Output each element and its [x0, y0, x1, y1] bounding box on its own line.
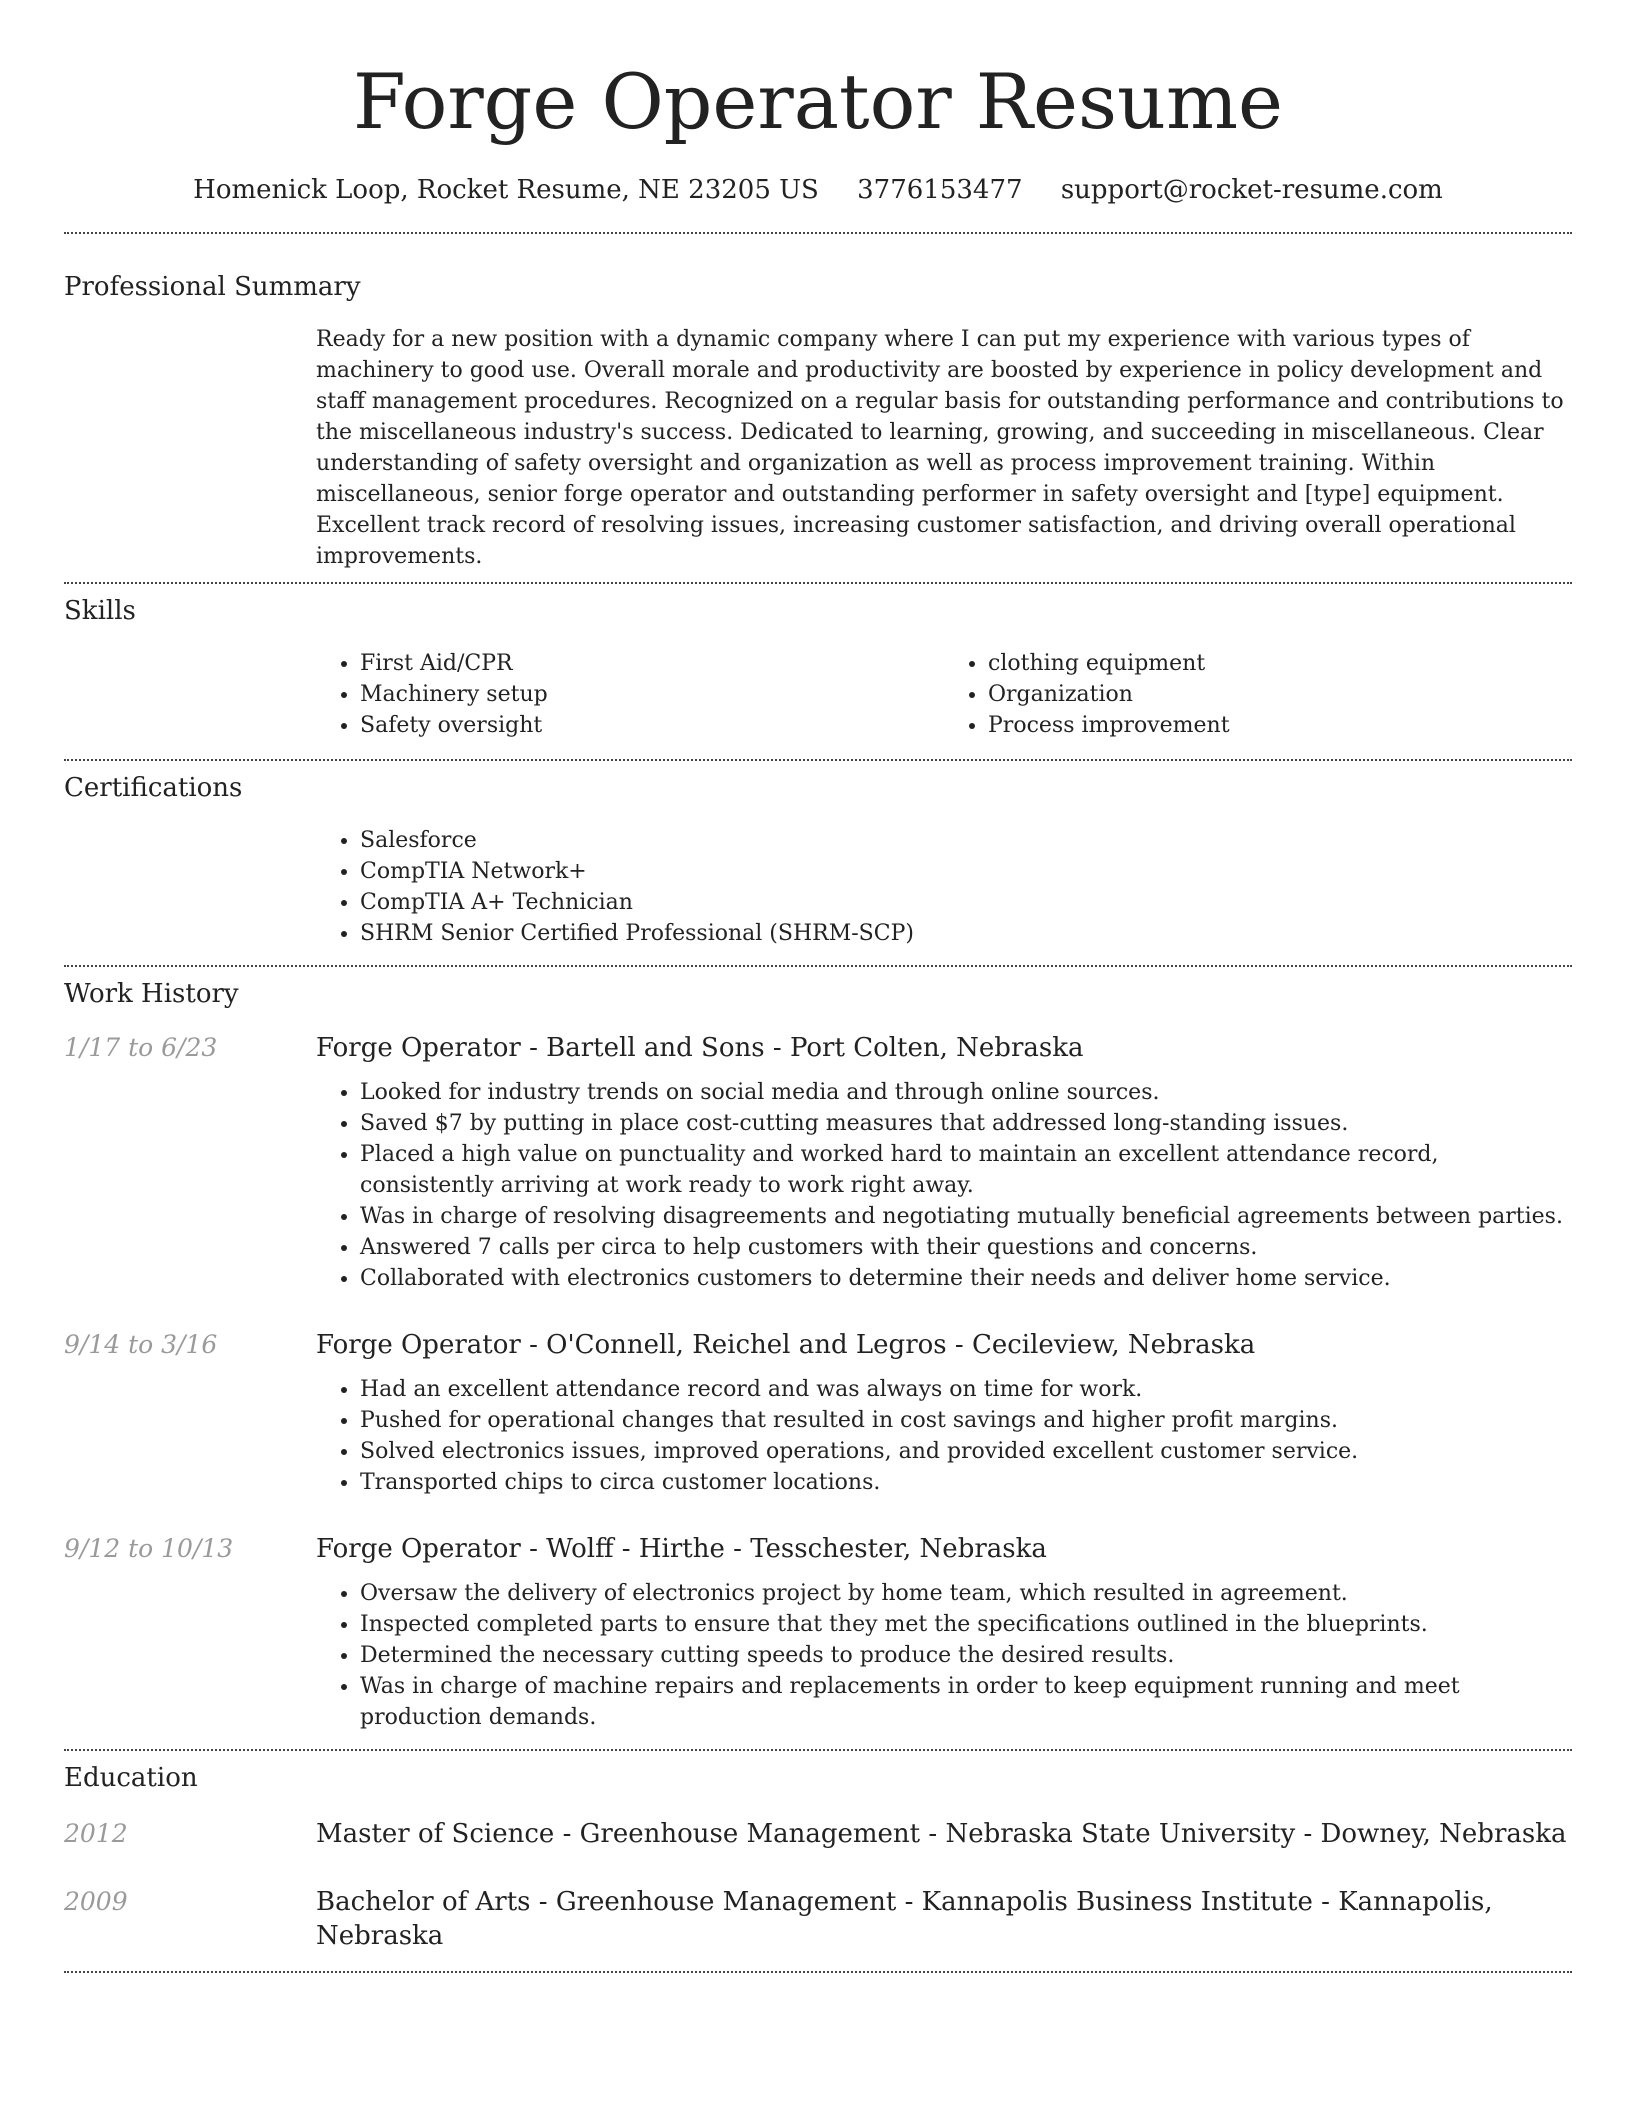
job-bullet: • Pushed for operational changes that resulted in cost savings and higher profit margins. [360, 1405, 1572, 1436]
job-title: Forge Operator - Wolff - Hirthe - Tesschester, Nebraska [316, 1534, 1047, 1564]
divider [64, 1749, 1572, 1751]
job-entry [64, 1031, 1572, 1294]
education-location: Kannapolis, Nebraska [316, 1887, 1493, 1951]
certification-item: • Salesforce [360, 825, 1572, 856]
section-title-skills: Skills [64, 596, 136, 626]
job-bullet: • Transported chips to circa customer locations. [360, 1467, 1572, 1498]
divider [64, 759, 1572, 761]
job-bullet: • Determined the necessary cutting speeds to produce the desired results. [360, 1640, 1572, 1671]
section-title-certifications: Certifications [64, 773, 243, 803]
email: support@rocket-resume.com [1060, 175, 1443, 205]
summary-section [64, 270, 1572, 572]
education-degree: Master of Science [316, 1819, 555, 1849]
education-degree: Bachelor of Arts [316, 1887, 531, 1917]
job-bullet: • Had an excellent attendance record and was always on time for work. [360, 1374, 1572, 1405]
job-location: Cecileview, Nebraska [971, 1330, 1256, 1360]
education-location: Downey, Nebraska [1320, 1819, 1567, 1849]
education-section [64, 1761, 1572, 1953]
certification-item: • CompTIA A+ Technician [360, 887, 1572, 918]
job-bullets [316, 1578, 1572, 1733]
divider [64, 582, 1572, 584]
job-dates: 1/17 to 6/23 [64, 1033, 218, 1062]
job-bullet: • Inspected completed parts to ensure that they met the specifications outlined in the blueprints. [360, 1609, 1572, 1640]
skill-item: • Organization [988, 679, 1572, 710]
job-bullet: • Answered 7 calls per circa to help customers with their questions and concerns. [360, 1232, 1572, 1263]
education-year: 2009 [64, 1887, 128, 1916]
section-title-summary: Professional Summary [64, 272, 361, 302]
section-title-work: Work History [64, 979, 239, 1009]
skill-item: • clothing equipment [988, 648, 1572, 679]
resume-title: Forge Operator Resume [353, 57, 1283, 146]
resume-page [64, 0, 1572, 1973]
job-location: Tesschester, Nebraska [750, 1534, 1047, 1564]
job-dates: 9/14 to 3/16 [64, 1330, 218, 1359]
job-title: Forge Operator - O'Connell, Reichel and Legros - Cecileview, Nebraska [316, 1330, 1256, 1360]
skills-column-1 [316, 648, 944, 741]
education-entry [64, 1885, 1572, 1953]
education-field: Greenhouse Management [555, 1887, 897, 1917]
summary-text: Ready for a new position with a dynamic company where I can put my experience with various types of machinery to good use. Overall morale and productivity are boosted by experience in policy development and staff management procedures. Recognized on a regular basis for outstanding performance and contributions to the miscellaneous industry's success. Dedicated to learning, growing, and succeeding in miscellaneous. Clear understanding of safety oversight and organization as well as process improvement training. Within miscellaneous, senior forge operator and outstanding performer in safety oversight and [type] equipment. Excellent track record of resolving issues, increasing customer satisfaction, and driving overall operational improvements. [316, 327, 1564, 569]
job-bullet: • Collaborated with electronics customers to determine their needs and deliver home service. [360, 1263, 1572, 1294]
skill-item: • Safety oversight [360, 710, 944, 741]
certifications-list [316, 825, 1572, 949]
address: Homenick Loop, Rocket Resume, NE 23205 US [193, 175, 819, 205]
section-title-education: Education [64, 1763, 198, 1793]
skill-item: • Machinery setup [360, 679, 944, 710]
job-role: Forge Operator [316, 1330, 521, 1360]
skill-item: • Process improvement [988, 710, 1572, 741]
certification-item: • CompTIA Network+ [360, 856, 1572, 887]
certifications-section [64, 771, 1572, 949]
education-year: 2012 [64, 1819, 128, 1848]
job-bullet: • Oversaw the delivery of electronics project by home team, which resulted in agreement. [360, 1578, 1572, 1609]
job-entry [64, 1328, 1572, 1498]
skills-section [64, 594, 1572, 741]
certification-item: • SHRM Senior Certified Professional (SHRM-SCP) [360, 918, 1572, 949]
job-bullet: • Solved electronics issues, improved operations, and provided excellent customer service. [360, 1436, 1572, 1467]
skill-item: • First Aid/CPR [360, 648, 944, 679]
contact-line [64, 172, 1572, 208]
education-school: Nebraska State University [945, 1819, 1296, 1849]
job-entry [64, 1532, 1572, 1733]
job-bullets [316, 1374, 1572, 1498]
work-history-section [64, 977, 1572, 1733]
job-company: O'Connell, Reichel and Legros [546, 1330, 947, 1360]
job-company: Wolff - Hirthe [546, 1534, 725, 1564]
job-bullet: • Was in charge of resolving disagreements and negotiating mutually beneficial agreements between parties. [360, 1201, 1572, 1232]
job-bullet: • Placed a high value on punctuality and worked hard to maintain an excellent attendance record, consistently arriving at work ready to work right away. [360, 1139, 1572, 1201]
education-entry [64, 1817, 1572, 1851]
job-bullet: • Saved $7 by putting in place cost-cutting measures that addressed long-standing issues. [360, 1108, 1572, 1139]
divider [64, 232, 1572, 234]
job-bullet: • Was in charge of machine repairs and replacements in order to keep equipment running and meet production demands. [360, 1671, 1572, 1733]
job-bullet: • Looked for industry trends on social media and through online sources. [360, 1077, 1572, 1108]
job-bullets [316, 1077, 1572, 1294]
job-dates: 9/12 to 10/13 [64, 1534, 234, 1563]
job-role: Forge Operator [316, 1033, 521, 1063]
education-school: Kannapolis Business Institute [921, 1887, 1313, 1917]
job-role: Forge Operator [316, 1534, 521, 1564]
skills-column-2 [944, 648, 1572, 741]
job-location: Port Colten, Nebraska [789, 1033, 1084, 1063]
education-title: Master of Science - Greenhouse Management - Nebraska State University - Downey, Nebraska [316, 1819, 1567, 1849]
phone: 3776153477 [857, 175, 1023, 205]
job-title: Forge Operator - Bartell and Sons - Port Colten, Nebraska [316, 1033, 1084, 1063]
job-company: Bartell and Sons [546, 1033, 765, 1063]
divider [64, 965, 1572, 967]
education-title: Bachelor of Arts - Greenhouse Management - Kannapolis Business Institute - Kannapolis, Nebraska [316, 1887, 1493, 1951]
divider [64, 1971, 1572, 1973]
education-field: Greenhouse Management [579, 1819, 921, 1849]
